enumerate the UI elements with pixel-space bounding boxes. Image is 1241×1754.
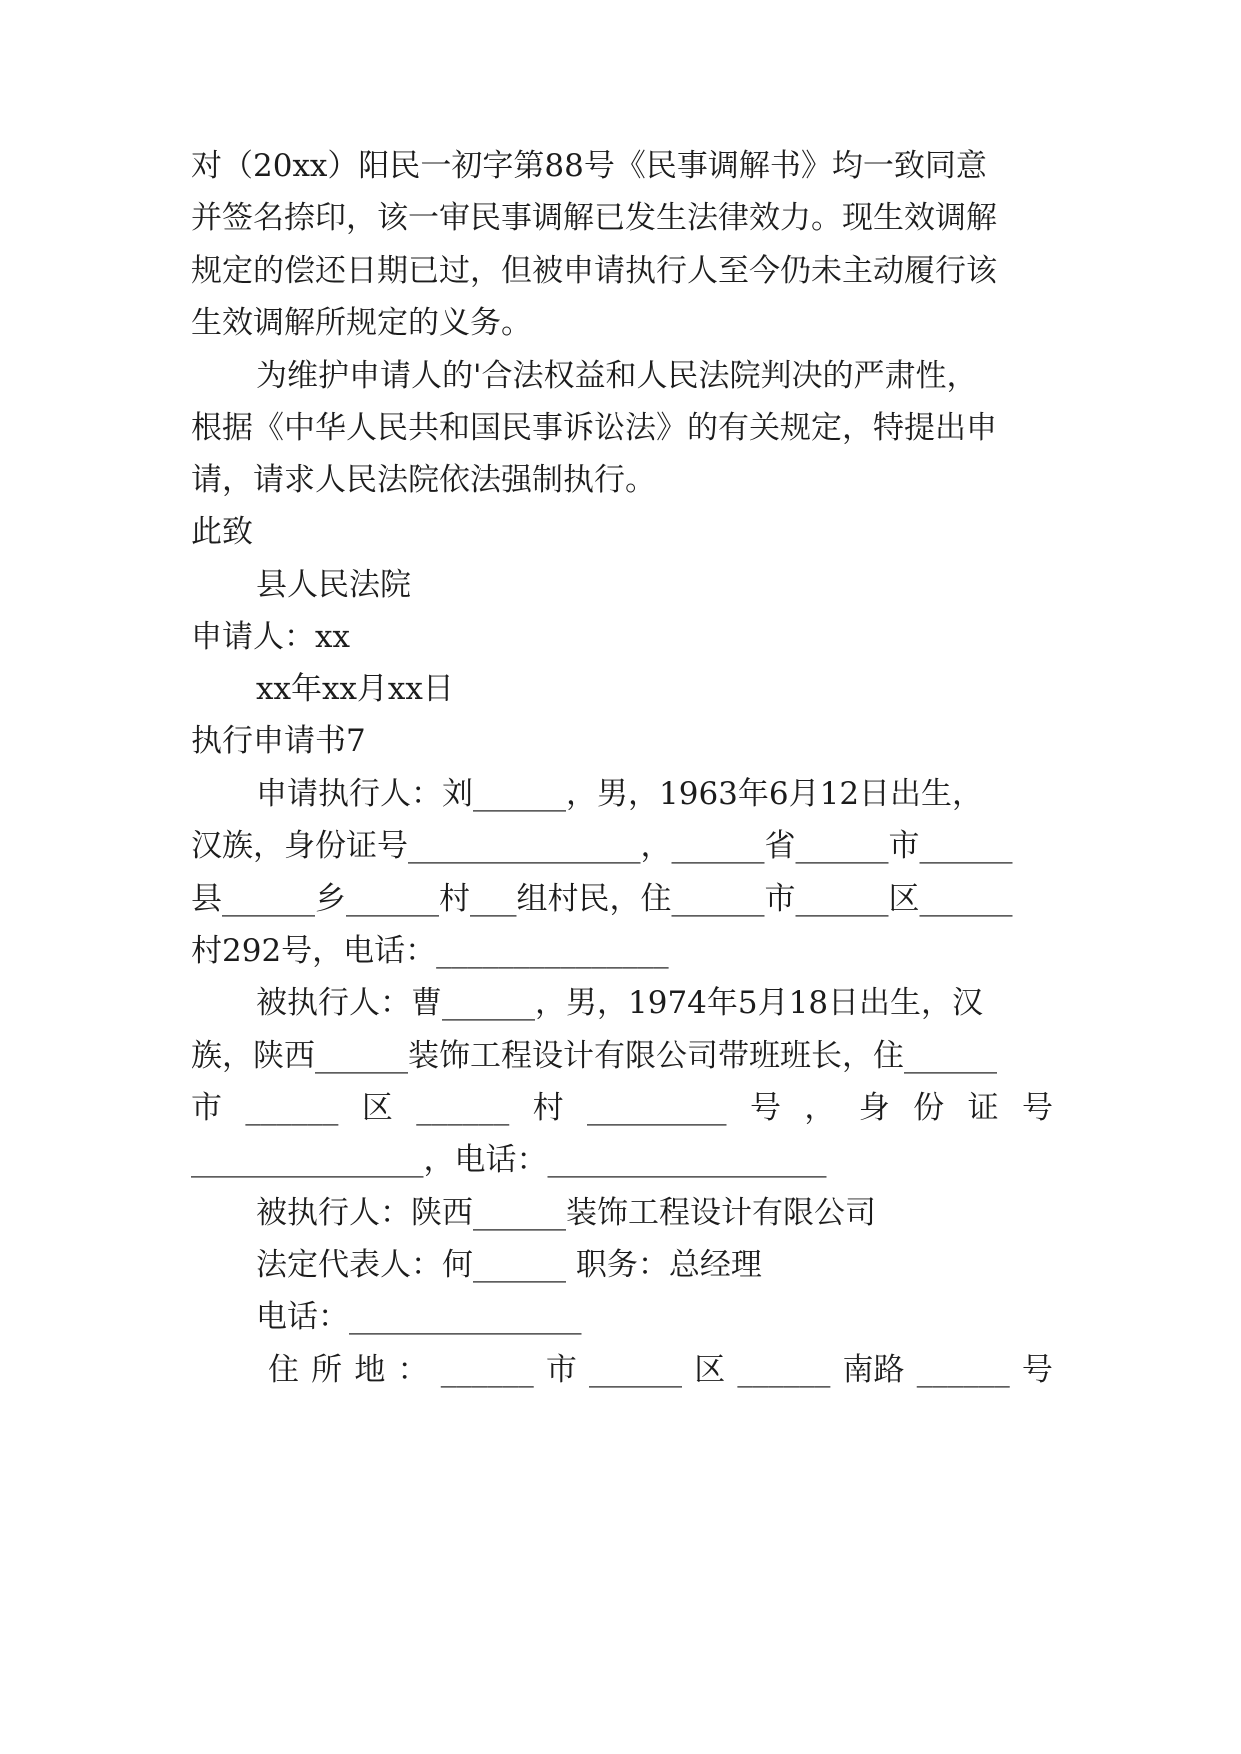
body-text-line: 对（20xx）阳民一初字第88号《民事调解书》均一致同意	[191, 148, 987, 184]
body-text-line: 根据《中华人民共和国民事诉讼法》的有关规定，特提出申	[191, 410, 997, 446]
body-text-line: 并签名捺印，该一审民事调解已发生法律效力。现生效调解	[191, 200, 997, 236]
applicant-info-line: 村292号，电话：_______________	[191, 933, 669, 969]
body-text-line: 生效调解所规定的义务。	[191, 305, 532, 341]
blank-field: ______	[416, 1090, 510, 1126]
respondent-info-line: 被执行人：曹______，男，1974年5月18日出生，汉	[256, 985, 984, 1021]
applicant-info-line: 汉族，身份证号_______________，______省______市______	[191, 828, 1013, 864]
blank-field: _________	[587, 1090, 727, 1126]
text-segment: 南路	[842, 1352, 905, 1388]
text-segment: 住	[268, 1352, 299, 1388]
text-segment: 市	[191, 1090, 222, 1126]
company-address-line	[268, 1348, 1053, 1392]
text-segment: ，	[804, 1090, 836, 1126]
text-segment: 区	[694, 1352, 726, 1388]
blank-field: ______	[245, 1090, 339, 1126]
text-segment: 地	[354, 1352, 386, 1388]
document-title: 执行申请书7	[191, 723, 366, 759]
company-phone-line: 电话：_______________	[256, 1299, 582, 1335]
text-segment: 号	[749, 1090, 781, 1126]
text-segment: ：	[397, 1352, 429, 1388]
text-segment: 村	[532, 1090, 564, 1126]
respondent-info-line: 族，陕西______装饰工程设计有限公司带班班长，住______	[191, 1038, 997, 1074]
applicant-signature: 申请人：xx	[191, 619, 350, 655]
text-segment: 份	[913, 1090, 945, 1126]
signature-date: xx年xx月xx日	[256, 671, 454, 707]
text-segment: 证	[967, 1090, 999, 1126]
respondent-info-line: _______________，电话：__________________	[191, 1142, 827, 1178]
blank-field: ______	[589, 1352, 683, 1388]
respondent-company-line: 被执行人：陕西______装饰工程设计有限公司	[256, 1195, 876, 1231]
body-text-line: 为维护申请人的'合法权益和人民法院判决的严肃性，	[256, 358, 978, 394]
body-text-line: 请，请求人民法院依法强制执行。	[191, 462, 656, 498]
text-segment: 号	[1021, 1090, 1053, 1126]
text-segment: 所	[311, 1352, 343, 1388]
blank-field: ______	[737, 1352, 831, 1388]
body-text-line: 规定的偿还日期已过，但被申请执行人至今仍未主动履行该	[191, 253, 997, 289]
salutation: 此致	[191, 514, 253, 550]
applicant-info-line: 县______乡______村___组村民，住______市______区______	[191, 881, 1013, 917]
respondent-address-line	[191, 1086, 1053, 1130]
text-segment: 市	[545, 1352, 577, 1388]
recipient-court: 县人民法院	[256, 567, 411, 603]
text-segment: 区	[361, 1090, 393, 1126]
blank-field: ______	[440, 1352, 534, 1388]
text-segment: 身	[858, 1090, 890, 1126]
legal-representative-line: 法定代表人：何______ 职务：总经理	[256, 1247, 762, 1283]
blank-field: ______	[916, 1352, 1010, 1388]
text-segment: 号	[1021, 1352, 1053, 1388]
applicant-info-line: 申请执行人：刘______，男，1963年6月12日出生，	[256, 776, 984, 812]
